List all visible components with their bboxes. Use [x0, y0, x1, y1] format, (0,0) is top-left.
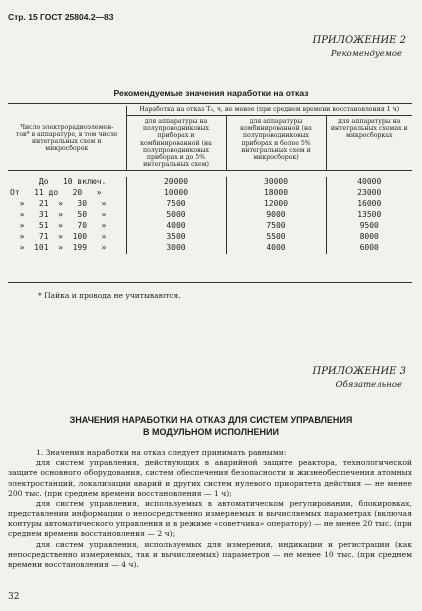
- appendix-2-title: ПРИЛОЖЕНИЕ 2: [312, 35, 406, 46]
- value-combined: 9000: [226, 210, 326, 221]
- value-combined: 12000: [226, 199, 326, 210]
- table-row: [8, 210, 412, 221]
- value-combined: 4000: [226, 243, 326, 254]
- value-integrated: 13500: [326, 210, 412, 221]
- row-label: » 51 » 70 »: [10, 221, 107, 230]
- row-label: » 101 » 199 »: [10, 243, 107, 252]
- value-integrated: 40000: [326, 177, 412, 188]
- table-bottom-rule: [8, 282, 412, 283]
- col-header-semiconductor: для аппаратуры на полупроводниковых приборах и комбинированной (на полупроводниковых приборах и до 5% интегральных схем): [126, 116, 226, 171]
- paragraph: для систем управления, используемых в автоматическом регулировании, блокировках, представлении информации о непосредственно измеряемых и вычисляемых параметрах (включая контуры автоматического управления и в режиме «советчика» оператору) — не менее 20 тыс. (при среднем времени восстановления — 2 ч);: [8, 498, 412, 539]
- value-combined: 5500: [226, 232, 326, 243]
- section-title-line-1: ЗНАЧЕНИЯ НАРАБОТКИ НА ОТКАЗ ДЛЯ СИСТЕМ УПРАВЛЕНИЯ: [69, 415, 353, 425]
- table-row: [8, 188, 412, 199]
- row-label: » 71 » 100 »: [10, 232, 107, 241]
- row-label: До 10 включ.: [10, 177, 107, 186]
- table-row: [8, 221, 412, 232]
- page-header: Стр. 15 ГОСТ 25804.2—83: [8, 12, 114, 22]
- group-header-mtbf: Наработка на отказ T₀, ч, не менее (при среднем времени восстановления 1 ч): [126, 106, 412, 116]
- value-semiconductor: 3000: [126, 243, 226, 254]
- table-row: [8, 232, 412, 243]
- value-semiconductor: 4000: [126, 221, 226, 232]
- table-row: [8, 243, 412, 254]
- value-integrated: 9500: [326, 221, 412, 232]
- value-combined: 18000: [226, 188, 326, 199]
- value-combined: 30000: [226, 177, 326, 188]
- reliability-table: [8, 106, 412, 254]
- section-title: [0, 414, 422, 438]
- paragraph: для систем управления, действующих в аварийной защите реактора, технологической защите основного оборудования, систем обеспечения безопасности и жизнеобеспечения атомных электростанций, локализации аварий и других систем нулевого приоритета действия — не менее 200 тыс. (при среднем времени восстановления — 1 ч);: [8, 458, 412, 498]
- table-top-rule: [8, 103, 412, 104]
- footnote: * Пайка и провода не учитываются.: [38, 291, 181, 300]
- table-row: [8, 177, 412, 188]
- body-text: [8, 448, 412, 570]
- row-label: » 31 » 50 »: [10, 210, 107, 219]
- paragraph: для систем управления, используемых для измерения, индикации и регистрации (как непосредственно измеряемых, так и вычисляемых) параметров — не менее 10 тыс. (при среднем времени восстановления — 4 ч).: [8, 539, 412, 569]
- col-header-integrated: для аппаратуры на интегральных схемах и микросборках: [326, 116, 412, 171]
- appendix-2-subtitle: Рекомендуемое: [330, 49, 402, 59]
- value-integrated: 23000: [326, 188, 412, 199]
- col-header-combined: для аппаратуры комбинированной (на полупроводниковых приборах и более 5% интегральных схем и микросборок): [226, 116, 326, 171]
- value-integrated: 16000: [326, 199, 412, 210]
- value-semiconductor: 3500: [126, 232, 226, 243]
- appendix-3-subtitle: Обязательное: [335, 380, 402, 390]
- appendix-3-title: ПРИЛОЖЕНИЕ 3: [312, 366, 406, 377]
- value-semiconductor: 20000: [126, 177, 226, 188]
- section-title-line-2: В МОДУЛЬНОМ ИСПОЛНЕНИИ: [143, 427, 279, 438]
- value-semiconductor: 10000: [126, 188, 226, 199]
- row-label: От 11 до 20 »: [10, 188, 102, 197]
- value-semiconductor: 7500: [126, 199, 226, 210]
- col-header-count: Число электрорадиоэлемен-тов* в аппаратуре, в том числе интегральных схем и микросборок: [15, 123, 118, 153]
- table-row: [8, 199, 412, 210]
- paragraph: 1. Значения наработки на отказ следует принимать равными:: [36, 448, 287, 457]
- value-integrated: 8000: [326, 232, 412, 243]
- row-label: » 21 » 30 »: [10, 199, 107, 208]
- value-semiconductor: 5000: [126, 210, 226, 221]
- page-number: 32: [8, 592, 20, 602]
- table-title: Рекомендуемые значения наработки на отказ: [113, 88, 309, 98]
- value-integrated: 6000: [326, 243, 412, 254]
- value-combined: 7500: [226, 221, 326, 232]
